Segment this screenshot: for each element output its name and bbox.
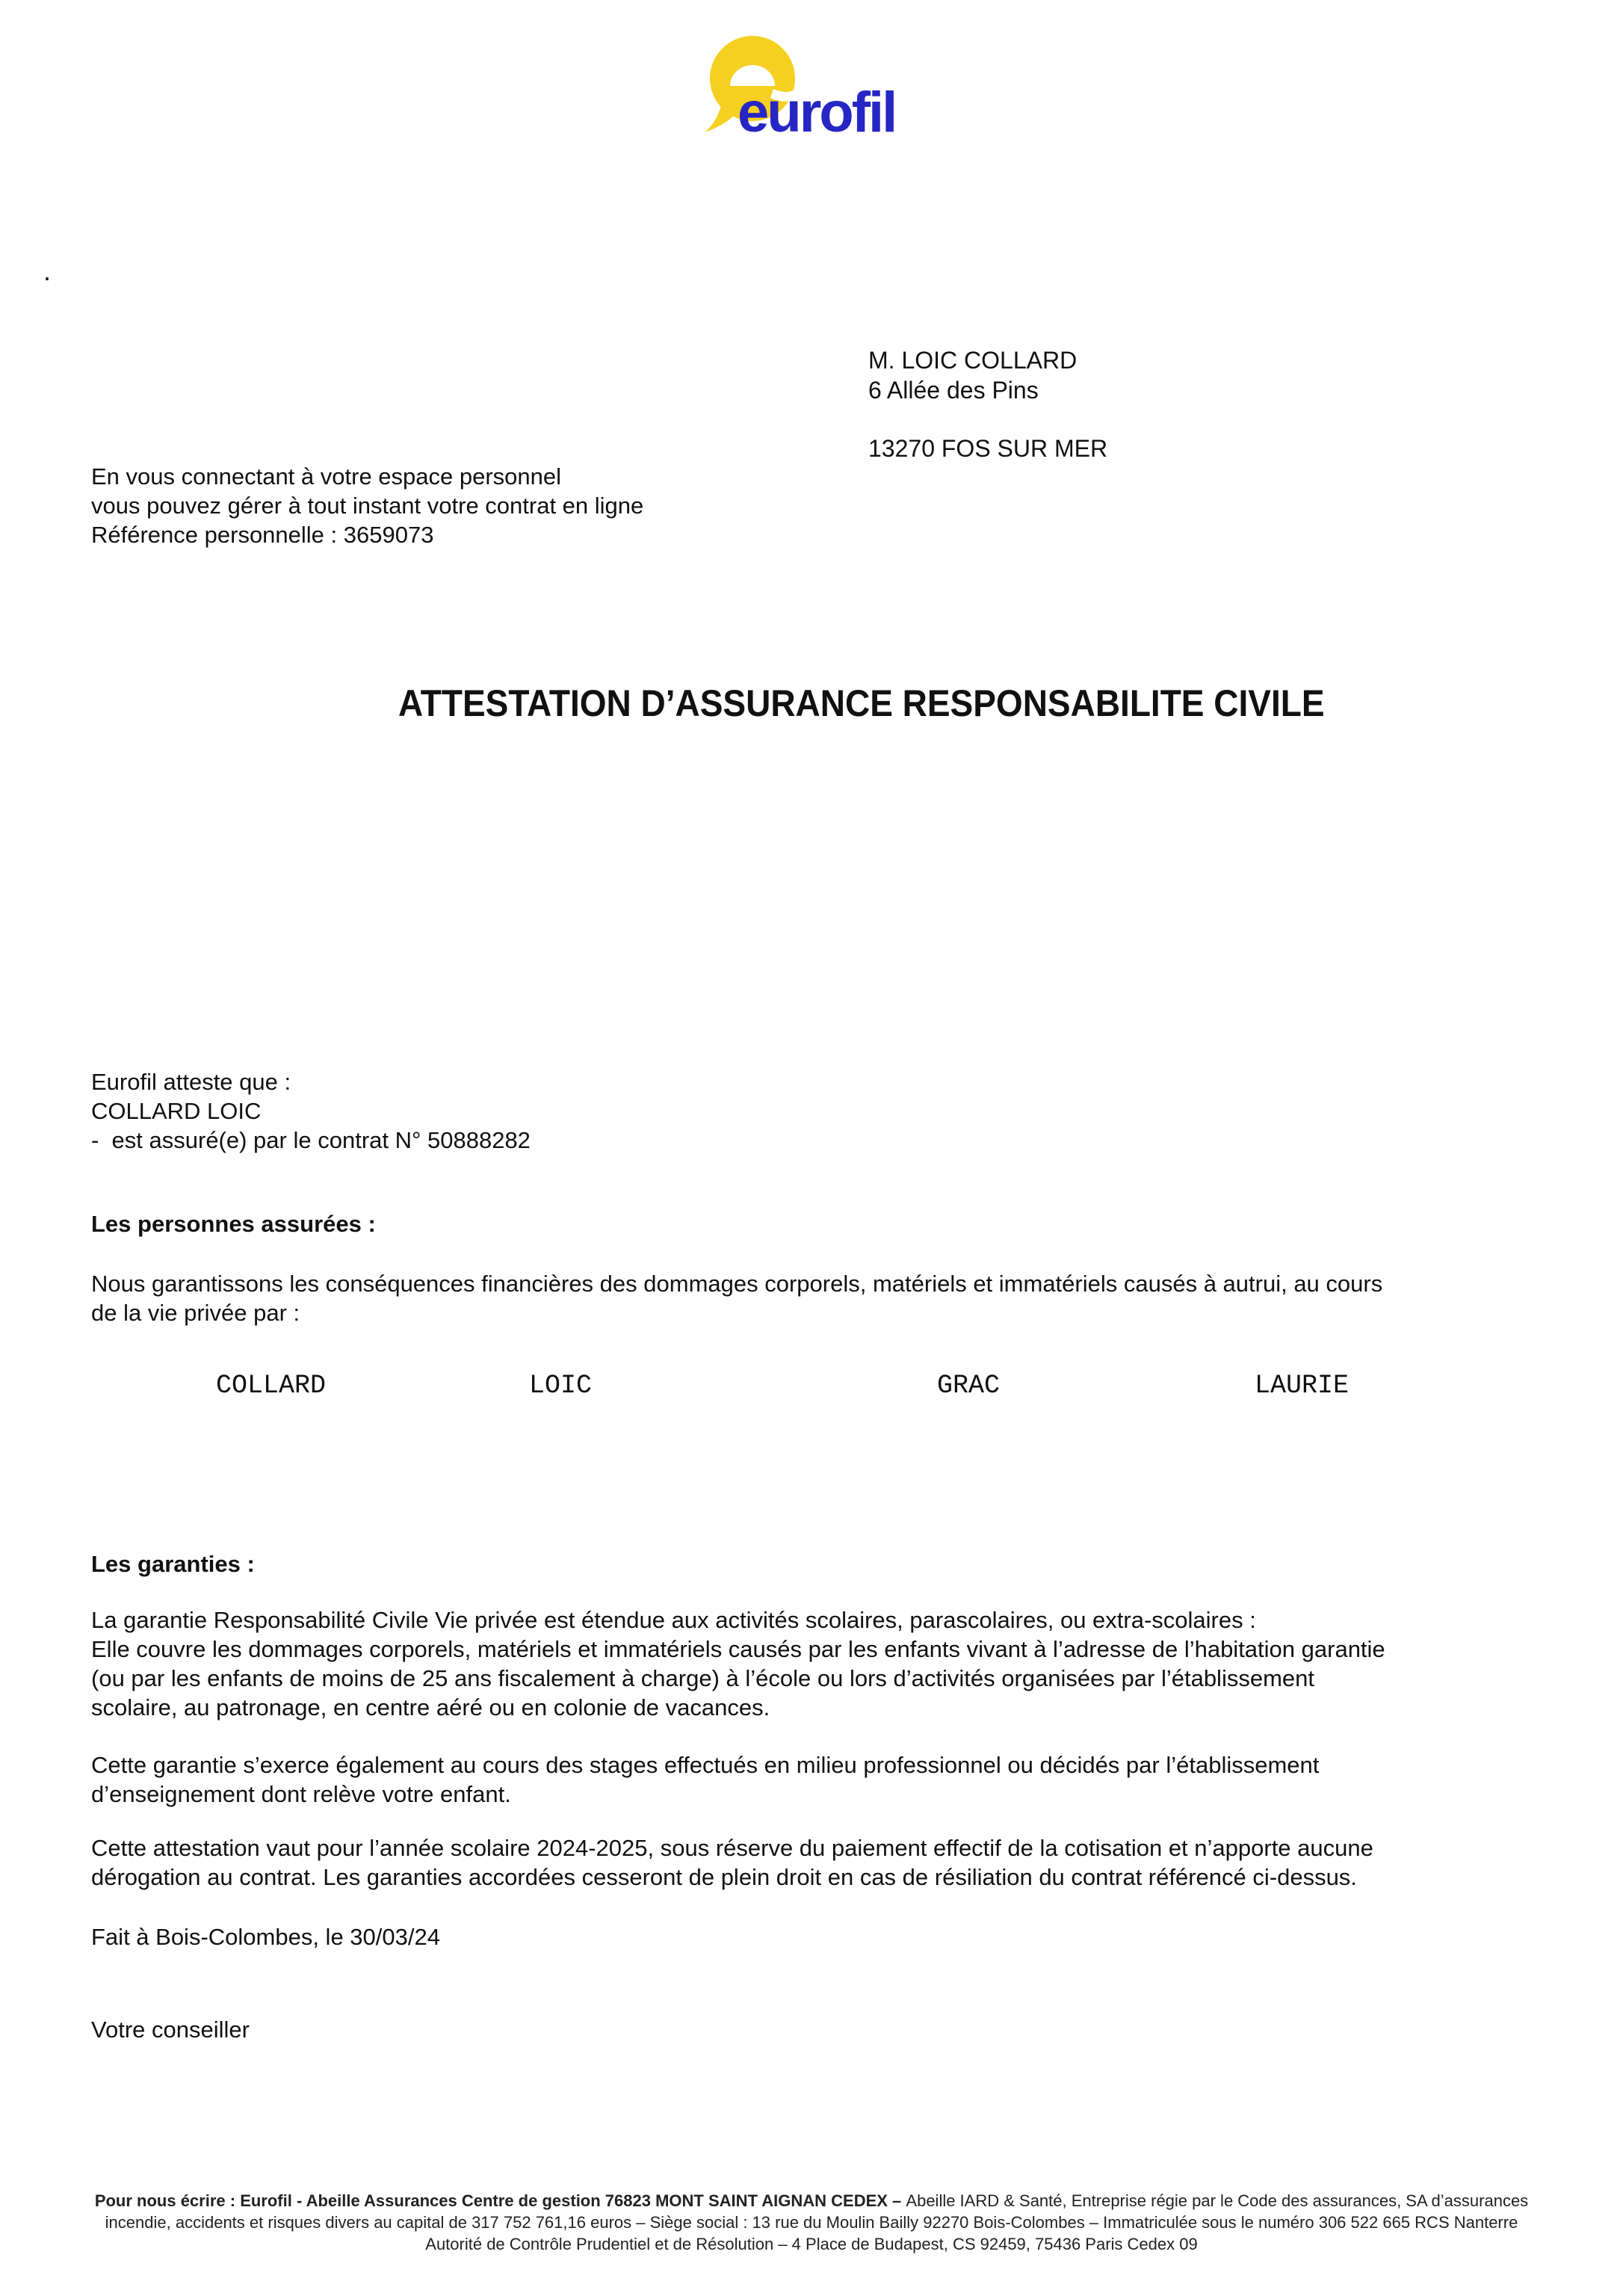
attestation-holder-name: COLLARD LOIC xyxy=(91,1098,262,1124)
attestation-contract-line: - est assuré(e) par le contrat N° 50888282 xyxy=(91,1127,531,1153)
insured-name-firstname: LOIC xyxy=(529,1371,593,1401)
guarantees-paragraph-3 xyxy=(91,1833,1373,1892)
guarantees-p3-line-2: dérogation au contrat. Les garanties accordées cesseront de plein droit en cas de résiliation du contrat référencé ci-dessus. xyxy=(91,1864,1357,1890)
personal-info-line-2: vous pouvez gérer à tout instant votre contrat en ligne xyxy=(91,493,644,519)
recipient-street: 6 Allée des Pins xyxy=(868,377,1039,404)
guarantees-p1-line-2: Elle couvre les dommages corporels, matériels et immatériels causés par les enfants vivant à l’adresse de l’habitation garantie xyxy=(91,1636,1385,1662)
guarantees-paragraph-1 xyxy=(91,1605,1385,1722)
guarantees-p2-line-2: d’enseignement dont relève votre enfant. xyxy=(91,1781,511,1807)
eurofil-logo xyxy=(684,11,908,149)
footer-company-intro: Abeille IARD & Santé, Entreprise régie par le Code des assurances, SA d’assurances xyxy=(906,2191,1529,2210)
footer-line-3: Autorité de Contrôle Prudentiel et de Résolution – 4 Place de Budapest, CS 92459, 75436 Paris Cedex 09 xyxy=(425,2235,1198,2253)
guarantees-p1-line-4: scolaire, au patronage, en centre aéré ou en colonie de vacances. xyxy=(91,1694,770,1721)
insured-name-firstname-2: LAURIE xyxy=(1255,1371,1350,1401)
guarantees-paragraph-2 xyxy=(91,1750,1319,1809)
insured-name-surname: COLLARD xyxy=(216,1371,327,1401)
attestation-intro-line: Eurofil atteste que : xyxy=(91,1069,291,1095)
recipient-address xyxy=(868,345,1107,463)
stray-period: . xyxy=(43,256,52,286)
insured-names-row xyxy=(0,1369,1623,1402)
insured-persons-intro xyxy=(91,1269,1382,1327)
guarantees-heading: Les garanties : xyxy=(91,1551,255,1577)
guarantees-p2-line-1: Cette garantie s’exerce également au cours des stages effectués en milieu professionnel ou décidés par l’établissement xyxy=(91,1752,1320,1778)
personal-reference-line: Référence personnelle : 3659073 xyxy=(91,522,434,548)
guarantees-p1-line-3: (ou par les enfants de moins de 25 ans fiscalement à charge) à l’école ou lors d’activités organisées par l’établissement xyxy=(91,1665,1314,1691)
footer-contact-address: Pour nous écrire : Eurofil - Abeille Assurances Centre de gestion 76823 MONT SAINT AIGNAN CEDEX – xyxy=(94,2191,906,2210)
insured-intro-line-1: Nous garantissons les conséquences financières des dommages corporels, matériels et immatériels causés à autrui, au cours xyxy=(91,1271,1383,1297)
document-title: ATTESTATION D’ASSURANCE RESPONSABILITE CIVILE xyxy=(398,682,1325,724)
address-spacer xyxy=(868,405,1107,433)
insured-intro-line-2: de la vie privée par : xyxy=(91,1300,300,1326)
footer-line-2: incendie, accidents et risques divers au capital de 317 752 761,16 euros – Siège social : 13 rue du Moulin Bailly 92270 Bois-Colombes – Immatriculée sous le numéro 306 522 665 RCS Nanterre xyxy=(105,2213,1518,2232)
insured-persons-heading: Les personnes assurées : xyxy=(91,1211,376,1237)
eurofil-wordmark: eurofil xyxy=(738,81,896,144)
recipient-name: M. LOIC COLLARD xyxy=(868,347,1078,374)
personal-info-line-1: En vous connectant à votre espace personnel xyxy=(91,463,562,490)
attestation-block xyxy=(91,1067,531,1155)
recipient-city: 13270 FOS SUR MER xyxy=(868,435,1108,462)
legal-footer xyxy=(37,2190,1586,2255)
advisor-signoff: Votre conseiller xyxy=(91,2016,250,2043)
insured-name-surname-2: GRAC xyxy=(937,1371,1001,1401)
guarantees-p3-line-1: Cette attestation vaut pour l’année scolaire 2024-2025, sous réserve du paiement effectif de la cotisation et n’apporte aucune xyxy=(91,1835,1373,1861)
issue-place-date: Fait à Bois-Colombes, le 30/03/24 xyxy=(91,1924,440,1950)
guarantees-p1-line-1: La garantie Responsabilité Civile Vie privée est étendue aux activités scolaires, parascolaires, ou extra-scolaires : xyxy=(91,1607,1256,1633)
footer-line-1 xyxy=(37,2190,1586,2212)
personal-info-block xyxy=(91,462,643,549)
